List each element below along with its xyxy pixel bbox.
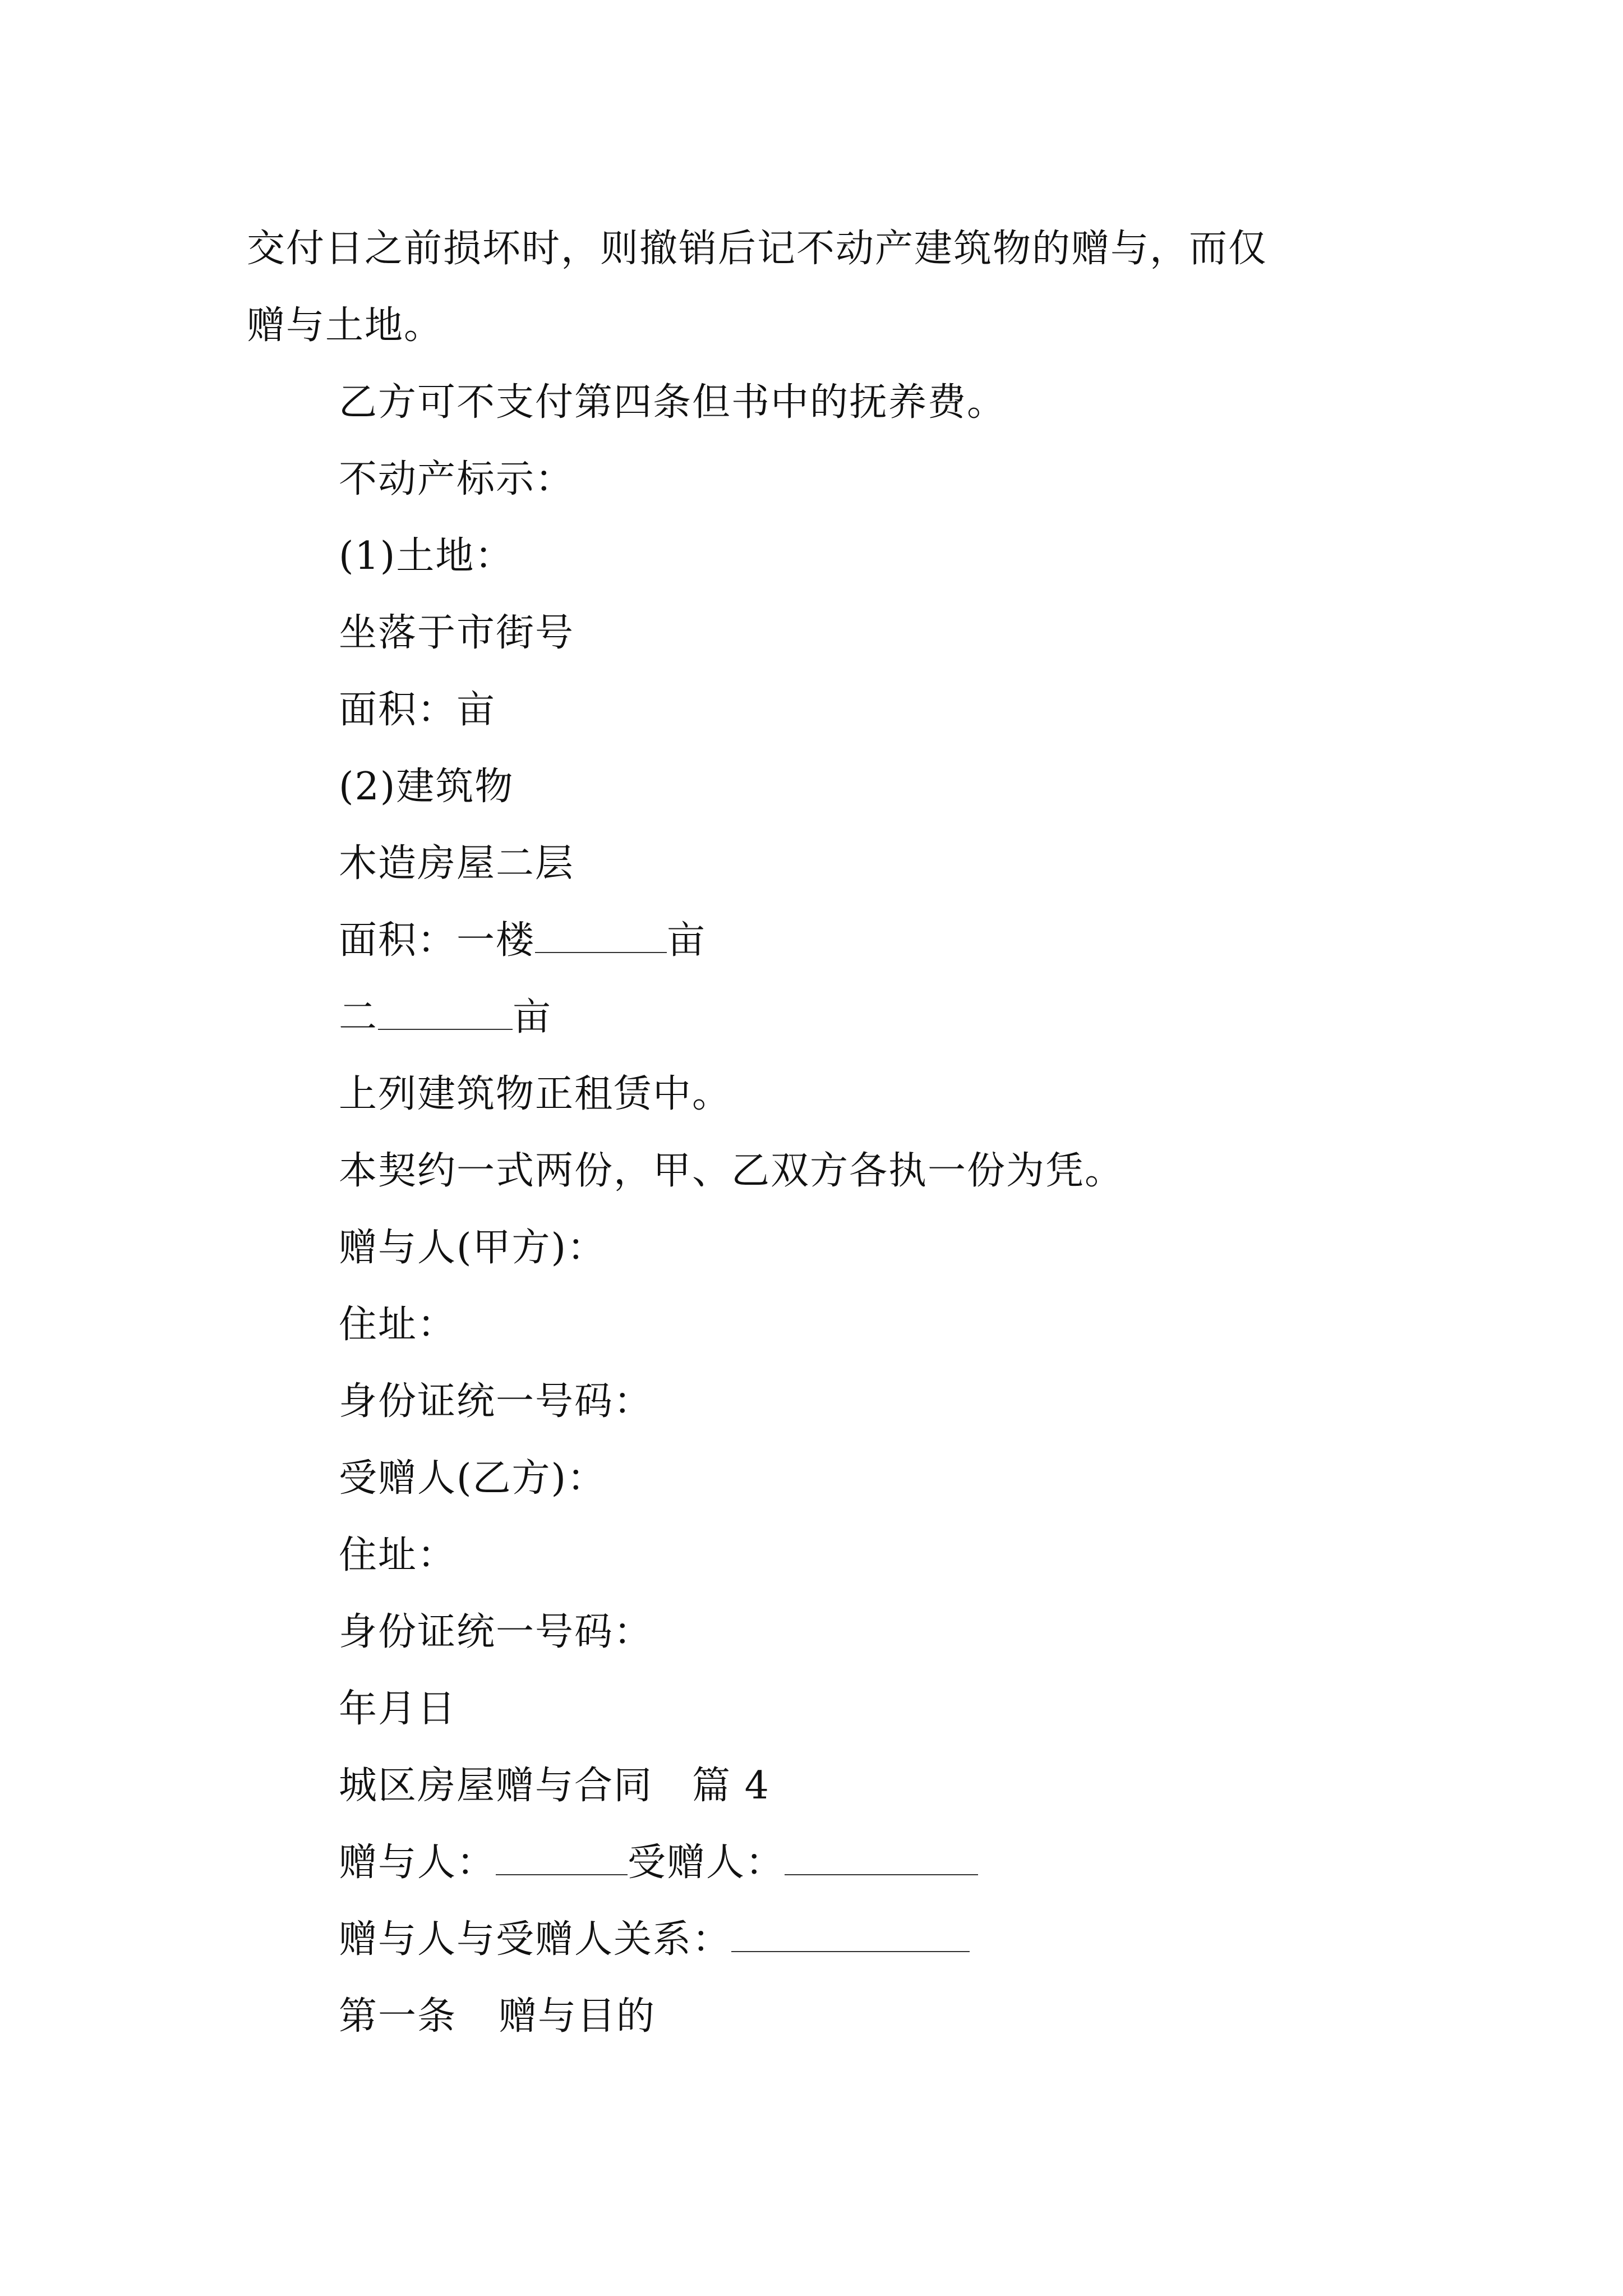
donor-field-label: 赠与人：: [339, 1841, 496, 1885]
fill-blank: [731, 1917, 970, 1952]
section-heading: [247, 1747, 1391, 1824]
list-item-land: (1)土地：: [339, 534, 514, 578]
paragraph-line: 本契约一式两份，甲、乙双方各执一份为凭。: [339, 1149, 1124, 1193]
article-number: 第一条: [339, 1994, 457, 2039]
article-heading: [247, 1978, 1391, 2055]
building-description: 木造房屋二层: [339, 841, 575, 886]
fill-blank: [785, 1840, 978, 1875]
list-item-building: (2)建筑物: [339, 765, 514, 809]
donor-address-label: 住址：: [339, 1303, 457, 1347]
donee-id-label: 身份证统一号码：: [339, 1610, 653, 1654]
paragraph-line: 上列建筑物正租赁中。: [339, 1072, 732, 1116]
paragraph-line: 交付日之前损坏时，则撤销后记不动产建筑物的赠与，而仅: [247, 227, 1268, 271]
date-label: 年月日: [339, 1687, 457, 1731]
land-location: 坐落于市街号: [339, 611, 575, 655]
paragraph-line: 赠与土地。: [247, 303, 444, 348]
fill-blank: [535, 918, 667, 953]
heading-title: 城区房屋赠与合同: [339, 1764, 653, 1808]
area-label: 面积：一楼: [339, 918, 536, 963]
article-title: 赠与目的: [499, 1994, 656, 2039]
area-unit: 亩: [513, 995, 552, 1039]
relationship-line: [247, 1901, 1391, 1978]
relationship-label: 赠与人与受赠人关系：: [339, 1917, 732, 1962]
fill-blank: [378, 995, 513, 1030]
paragraph-line: 乙方可不支付第四条但书中的抚养费。: [339, 380, 1007, 425]
land-area: 面积：亩: [339, 688, 496, 732]
donee-label: 受赠人(乙方)：: [339, 1456, 607, 1501]
fill-blank: [496, 1840, 628, 1875]
donor-label: 赠与人(甲方)：: [339, 1226, 607, 1270]
donee-address-label: 住址：: [339, 1533, 457, 1577]
section-label: 不动产标示：: [339, 457, 575, 501]
document-body: [247, 210, 1391, 2055]
building-area-second-floor: [247, 979, 1391, 1056]
donee-field-label: 受赠人：: [628, 1841, 785, 1885]
heading-number: 篇 4: [692, 1764, 770, 1808]
area-unit: 亩: [667, 918, 707, 963]
building-area-first-floor: [247, 902, 1391, 979]
donor-id-label: 身份证统一号码：: [339, 1379, 653, 1424]
floor-label: 二: [339, 995, 379, 1039]
parties-line: [247, 1824, 1391, 1901]
